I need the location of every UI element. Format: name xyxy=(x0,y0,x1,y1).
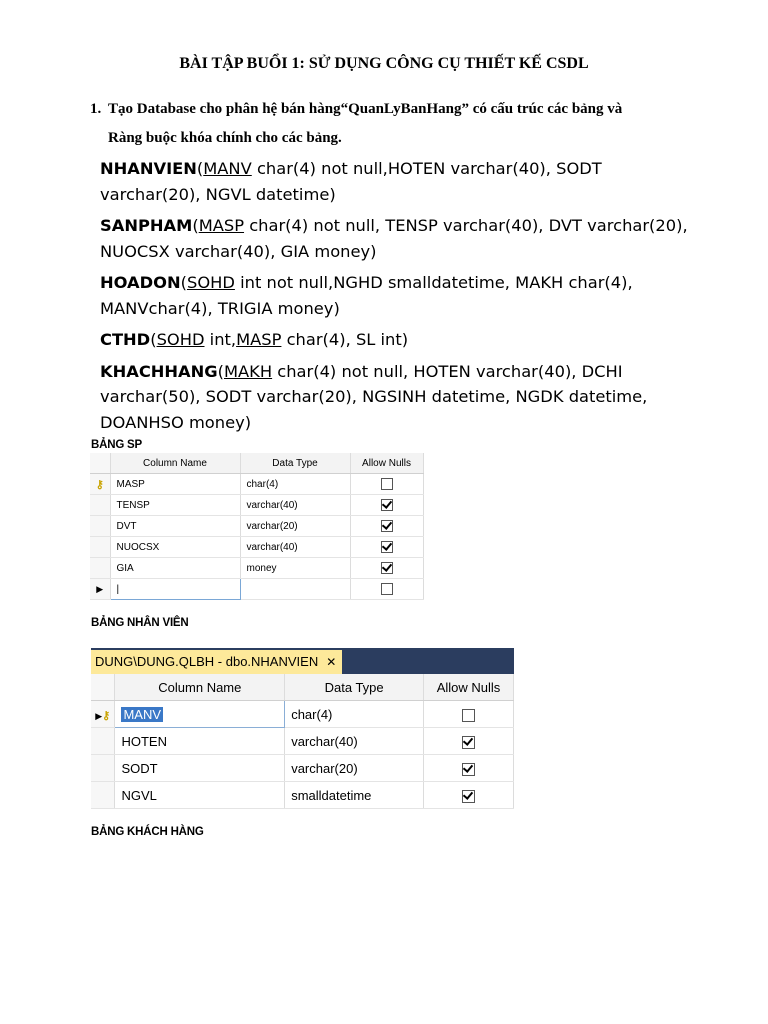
row-selector[interactable] xyxy=(90,537,110,558)
data-type-cell[interactable]: varchar(40) xyxy=(240,537,350,558)
allow-nulls-checkbox[interactable] xyxy=(462,763,475,776)
row-pointer-icon: ▶ xyxy=(95,710,103,721)
row-pointer-icon: ▶ xyxy=(96,583,104,594)
data-type-cell[interactable]: money xyxy=(240,558,350,579)
schema-name: SANPHAM xyxy=(100,216,193,235)
schema-hoadon xyxy=(100,270,700,321)
allow-nulls-checkbox[interactable] xyxy=(381,562,393,574)
data-type-cell[interactable]: char(4) xyxy=(285,701,424,728)
allow-nulls-checkbox[interactable] xyxy=(381,478,393,490)
schema-paren: ( xyxy=(217,361,224,381)
table-row[interactable] xyxy=(91,728,514,755)
header-selector xyxy=(91,674,115,701)
grid-header-row xyxy=(91,674,514,701)
column-name-cell[interactable]: NUOCSX xyxy=(110,537,240,558)
header-selector xyxy=(90,453,110,474)
selected-text: MANV xyxy=(123,706,162,722)
allow-nulls-cell xyxy=(350,558,423,579)
primary-key: MASP xyxy=(236,330,282,349)
key-icon: ⚷ xyxy=(95,478,104,491)
schema-columns: char(4) not null,HOTEN varchar(40), SODT varchar(20), NGVL datetime) xyxy=(100,159,602,204)
schema-cthd xyxy=(100,327,700,353)
allow-nulls-checkbox[interactable] xyxy=(462,709,475,722)
row-selector[interactable] xyxy=(90,474,110,495)
question-text: Tạo Database cho phân hệ bán hàng“QuanLyBanHang” có cấu trúc các bảng và xyxy=(108,101,623,117)
table-row[interactable] xyxy=(91,701,514,728)
schema-columns: int not null,NGHD smalldatetime, MAKH char(4), MANVchar(4), TRIGIA money) xyxy=(100,273,633,318)
primary-key: MAKH xyxy=(224,361,273,381)
schema-columns: char(4), SL int) xyxy=(281,330,409,349)
allow-nulls-checkbox[interactable] xyxy=(462,736,475,749)
designer-grid-nhanvien xyxy=(91,648,514,809)
column-header[interactable]: Data Type xyxy=(285,674,424,701)
schema-name: HOADON xyxy=(100,273,181,292)
column-name-cell[interactable]: MASP xyxy=(110,474,240,495)
row-selector[interactable] xyxy=(90,558,110,579)
primary-key: SOHD xyxy=(186,273,235,292)
table-row[interactable] xyxy=(90,558,423,579)
data-type-cell[interactable]: varchar(20) xyxy=(285,755,424,782)
question-1-line-1 xyxy=(90,95,690,124)
data-type-cell[interactable]: smalldatetime xyxy=(285,782,424,809)
caption-sp: BẢNG SP xyxy=(91,439,142,451)
column-name-cell[interactable]: TENSP xyxy=(110,495,240,516)
schema-columns: char(4) not null, TENSP varchar(40), DVT varchar(20), NUOCSX varchar(40), GIA money) xyxy=(100,216,688,261)
tab-nhanvien[interactable] xyxy=(91,650,342,674)
question-number: 1. xyxy=(90,101,102,117)
primary-key: MASP xyxy=(198,216,245,235)
allow-nulls-cell xyxy=(424,701,514,728)
schema-name: CTHD xyxy=(100,330,151,349)
table-row[interactable] xyxy=(91,782,514,809)
table-row[interactable] xyxy=(90,516,423,537)
question-1-line-2: Ràng buộc khóa chính cho các bảng. xyxy=(108,130,342,146)
schema-list xyxy=(100,156,700,441)
tab-label: DUNG\DUNG.QLBH - dbo.NHANVIEN xyxy=(95,654,319,669)
schema-paren: ( xyxy=(150,330,157,349)
column-header[interactable]: Allow Nulls xyxy=(350,453,423,474)
column-header[interactable]: Column Name xyxy=(115,674,285,701)
allow-nulls-checkbox[interactable] xyxy=(462,790,475,803)
allow-nulls-checkbox[interactable] xyxy=(381,520,393,532)
row-selector[interactable] xyxy=(90,516,110,537)
question-1 xyxy=(90,95,690,153)
grid-header-row xyxy=(90,453,423,474)
table-row[interactable] xyxy=(90,495,423,516)
allow-nulls-cell xyxy=(350,537,423,558)
row-selector[interactable] xyxy=(91,782,115,809)
allow-nulls-checkbox[interactable] xyxy=(381,499,393,511)
column-name-input[interactable] xyxy=(115,701,285,728)
allow-nulls-checkbox[interactable] xyxy=(381,583,393,595)
column-name-cell[interactable]: GIA xyxy=(110,558,240,579)
schema-paren: ( xyxy=(196,159,204,178)
document-title: BÀI TẬP BUỔI 1: SỬ DỤNG CÔNG CỤ THIẾT KẾ CSDL xyxy=(179,55,589,72)
row-selector[interactable] xyxy=(90,579,110,600)
column-name-cell[interactable]: DVT xyxy=(110,516,240,537)
allow-nulls-cell xyxy=(350,495,423,516)
schema-nhanvien xyxy=(100,156,700,207)
allow-nulls-cell xyxy=(424,782,514,809)
schema-name: KHACHHANG xyxy=(100,361,218,381)
column-name-cell[interactable]: HOTEN xyxy=(115,728,285,755)
schema-sanpham xyxy=(100,213,700,264)
table-row[interactable] xyxy=(91,755,514,782)
row-selector[interactable] xyxy=(91,728,115,755)
schema-columns: char(4) not null, HOTEN varchar(40), DCHI varchar(50), SODT varchar(20), NGSINH datetime, NGDK datetime, DOANHSO money) xyxy=(100,361,648,432)
table-row[interactable] xyxy=(90,474,423,495)
schema-paren: ( xyxy=(192,216,199,235)
column-header[interactable]: Allow Nulls xyxy=(424,674,514,701)
data-type-cell[interactable]: char(4) xyxy=(240,474,350,495)
schema-columns: int, xyxy=(204,330,237,349)
document-tab-bar xyxy=(91,648,514,674)
primary-key: MANV xyxy=(203,159,252,178)
allow-nulls-cell xyxy=(350,474,423,495)
key-icon: ⚷ xyxy=(102,709,111,722)
data-type-cell[interactable] xyxy=(240,579,350,600)
row-selector[interactable] xyxy=(90,495,110,516)
column-name-cell[interactable]: NGVL xyxy=(115,782,285,809)
caption-khachhang: BẢNG KHÁCH HÀNG xyxy=(91,826,204,838)
column-name-input[interactable]: | xyxy=(110,579,240,600)
data-type-cell[interactable]: varchar(20) xyxy=(240,516,350,537)
primary-key: SOHD xyxy=(156,330,205,349)
table-row[interactable] xyxy=(90,537,423,558)
column-name-cell[interactable]: SODT xyxy=(115,755,285,782)
allow-nulls-cell xyxy=(350,516,423,537)
allow-nulls-cell xyxy=(350,579,423,600)
schema-khachhang xyxy=(100,359,700,436)
allow-nulls-cell xyxy=(424,728,514,755)
schema-name: NHANVIEN xyxy=(100,159,197,178)
schema-paren: ( xyxy=(180,273,187,292)
allow-nulls-checkbox[interactable] xyxy=(381,541,393,553)
close-icon[interactable]: ✕ xyxy=(326,655,337,669)
column-header[interactable]: Data Type xyxy=(240,453,350,474)
new-row[interactable] xyxy=(90,579,423,600)
row-selector[interactable] xyxy=(91,755,115,782)
row-selector[interactable] xyxy=(91,701,115,728)
data-type-cell[interactable]: varchar(40) xyxy=(240,495,350,516)
column-header[interactable]: Column Name xyxy=(110,453,240,474)
caption-nhanvien: BẢNG NHÂN VIÊN xyxy=(91,617,189,629)
allow-nulls-cell xyxy=(424,755,514,782)
data-type-cell[interactable]: varchar(40) xyxy=(285,728,424,755)
designer-grid-sp xyxy=(90,453,424,600)
